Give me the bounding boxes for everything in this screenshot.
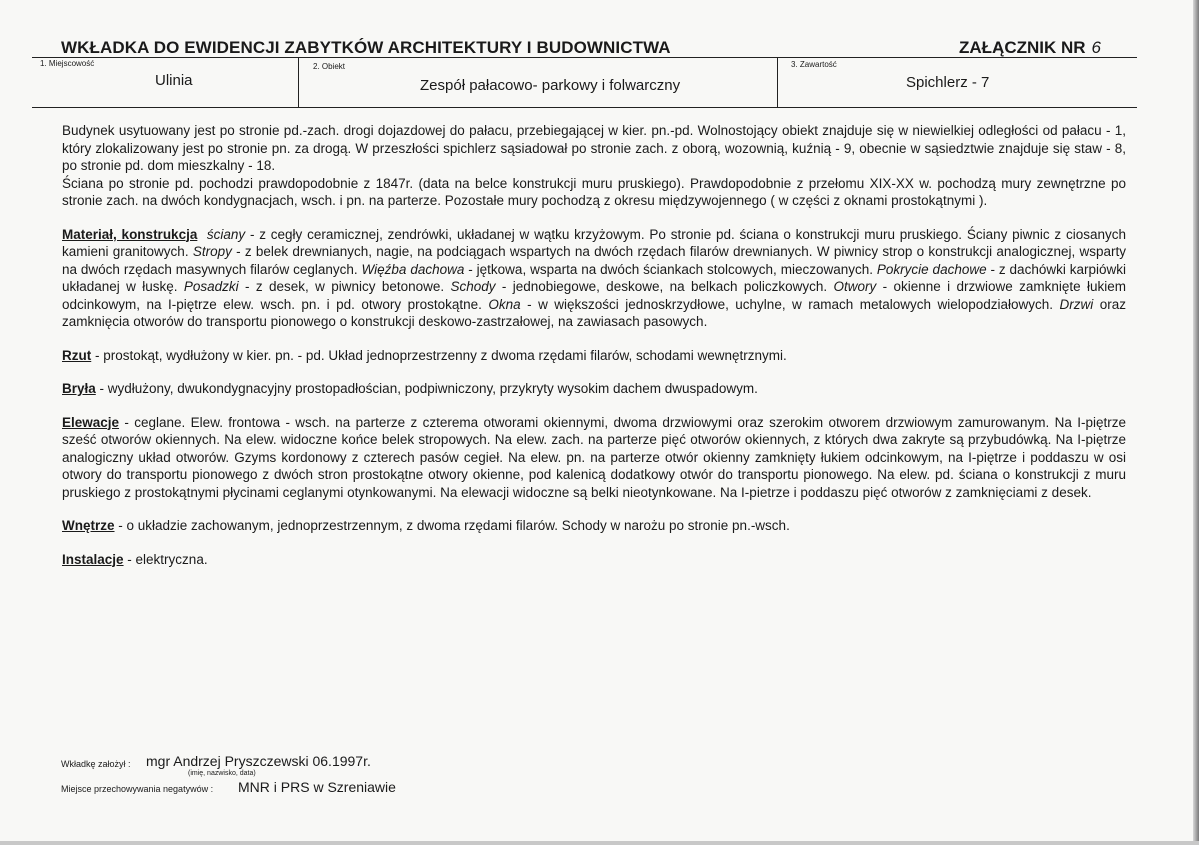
- header-rule-top: [32, 57, 1137, 58]
- installations-heading: Instalacje: [62, 551, 124, 567]
- dating-paragraph: Ściana po stronie pd. pochodzi prawdopodobnie z 1847r. (data na belce konstrukcji muru pruskiego). Prawdopodobnie z przełomu XIX-XX w. pochodzą mury zewnętrzne po stronie zach. na dwóch kondygnacjach, wsch. i pn. na parterze. Pozostałe mury pochodzą z okresu międzywojennego ( w części z oknami prostokątnymi ).: [62, 175, 1126, 208]
- material-text: - z desek, w piwnicy betonowe.: [238, 279, 451, 294]
- elevations-heading: Elewacje: [62, 414, 120, 430]
- material-text: - z dachówki karpiówki układanej w łuskę.: [62, 261, 1126, 294]
- field-divider: [777, 57, 778, 107]
- locality-label: 1. Miejscowość: [40, 59, 95, 68]
- page-bottom-edge: [0, 841, 1199, 845]
- plan-text: - prostokąt, wydłużony w kier. pn. - pd. Układ jednoprzestrzenny z dwoma rzędami filarów, schodami wewnętrznymi.: [91, 347, 787, 363]
- material-heading: Materiał, konstrukcja: [62, 226, 198, 242]
- material-text: - w większości jednoskrzydłowe, uchylne, w ramach metalowych wielopodziałowych.: [520, 296, 1060, 312]
- annex-heading: [959, 38, 1101, 58]
- material-text: - z cegły ceramicznej, zendrówki, układanej w wątku krzyżowym. Po stronie pd. ściana o konstrukcji muru pruskiego. Ściany piwnic z ciosanych kamieni granitowych.: [62, 226, 1126, 259]
- object-value: Zespół pałacowo- parkowy i folwarczny: [420, 77, 681, 94]
- massing-heading: Bryła: [62, 381, 96, 396]
- material-term: Schody: [450, 279, 496, 294]
- object-label: 2. Obiekt: [313, 62, 346, 71]
- material-text: - okienne i drzwiowe zamknięte łukiem odcinkowym, na I-piętrze elew. wsch. pn. i pd. otwory prostokątne.: [62, 279, 1126, 312]
- material-term: ściany: [206, 226, 246, 242]
- material-term: Otwory: [833, 279, 877, 294]
- document-body: [62, 122, 1126, 568]
- material-term: Pokrycie dachowe: [876, 261, 987, 277]
- material-section: [62, 226, 1126, 331]
- massing-section: [62, 380, 1126, 398]
- founder-label: Wkładkę założył :: [61, 759, 131, 769]
- material-text: - jętkowa, wsparta na dwóch ściankach stolcowych, mieczowanych.: [464, 261, 877, 277]
- annex-number: 6: [1091, 38, 1102, 57]
- storage-label: Miejsce przechowywania negatywów :: [61, 784, 214, 794]
- locality-value: Ulinia: [155, 72, 193, 89]
- installations-text: - elektryczna.: [123, 551, 208, 567]
- founder-hint: (imię, nazwisko, data): [188, 770, 256, 777]
- location-paragraph: Budynek usytuowany jest po stronie pd.-zach. drogi dojazdowej do pałacu, przebiegającej w kier. pn.-pd. Wolnostojący obiekt znajduje się w niewielkiej odległości od pałacu - 1, który zlokalizowany jest po stronie pn. za drogą. W przeszłości spichlerz sąsiadował po stronie zach. z oborą, wozownią, kuźnią - 9, obecnie w sąsiedztwie znajduje się staw - 8, po stronie pd. dom mieszkalny - 18.: [62, 123, 1126, 173]
- material-term: Więźba dachowa: [361, 261, 465, 277]
- material-term: Drzwi: [1059, 296, 1094, 312]
- founder-value: mgr Andrzej Pryszczewski 06.1997r.: [146, 753, 371, 769]
- material-term: Posadzki: [183, 279, 239, 294]
- storage-value: MNR i PRS w Szreniawie: [238, 779, 396, 795]
- interior-section: [62, 517, 1126, 535]
- material-text: - jednobiegowe, deskowe, na belkach policzkowych.: [495, 279, 834, 294]
- interior-text: - o układzie zachowanym, jednoprzestrzennym, z dwoma rzędami filarów. Schody w narożu po stronie pn.-wsch.: [114, 518, 790, 533]
- page-edge-shadow: [1193, 0, 1199, 845]
- annex-label: ZAŁĄCZNIK NR: [959, 38, 1086, 57]
- massing-text: - wydłużony, dwukondygnacyjny prostopadłościan, podpiwniczony, przykryty wysokim dachem dwuspadowym.: [95, 381, 758, 396]
- installations-section: [62, 551, 1126, 569]
- field-divider: [298, 57, 299, 107]
- content-label: 3. Zawartość: [791, 60, 837, 69]
- content-value: Spichlerz - 7: [906, 74, 990, 91]
- elevations-text: - ceglane. Elew. frontowa - wsch. na parterze z czterema otworami okiennymi, dwoma drzwiowymi oraz szerokim otworem drzwiowym zamurowanym. Na I-piętrze sześć otworów okiennych. Na elew. widoczne końce belek stropowych. Na elew. zach. na parterze pięć otworów okiennych, z których dwa zakryte są przybudówką. Na I-piętrze analogiczny układ otworów. Gzyms kordonowy z czterech pasów cegieł. Na elew. pn. na parterze otwór okienny zamknięty łukiem odcinkowym, na I-piętrze i poddaszu w osi otwory do transportu pionowego z dwóch stron prostokątne otwory okienne, pod kalenicą dodatkowy otwór do transportu pionowego. Na elew. pd. ściana o konstrukcji z muru pruskiego z prostokątnymi płycinami ceglanymi otynkowanymi. Na elewacji widoczne są belki nieotynkowane. Na I-pietrze i poddaszu pięć otworów z zamknięciami z desek.: [62, 414, 1126, 500]
- material-text: - z belek drewnianych, nagie, na podciągach wspartych na dwóch rzędach filarów drewnianych. W piwnicy strop o konstrukcji analogicznej, wsparty na dwóch rzędach masywnych filarów ceglanych.: [62, 244, 1126, 277]
- header-rule-bottom: [32, 107, 1137, 108]
- material-text: oraz zamknięcia otworów do transportu pionowego o konstrukcji deskowo-zastrzałowej, na zawiasach pasowych.: [62, 296, 1126, 329]
- plan-heading: Rzut: [62, 347, 92, 363]
- elevations-section: [62, 414, 1126, 502]
- interior-heading: Wnętrze: [62, 518, 115, 533]
- material-term: Okna: [488, 296, 521, 312]
- material-term: Stropy: [192, 244, 232, 259]
- form-title: WKŁADKA DO EWIDENCJI ZABYTKÓW ARCHITEKTURY I BUDOWNICTWA: [61, 38, 671, 57]
- plan-section: [62, 347, 1126, 365]
